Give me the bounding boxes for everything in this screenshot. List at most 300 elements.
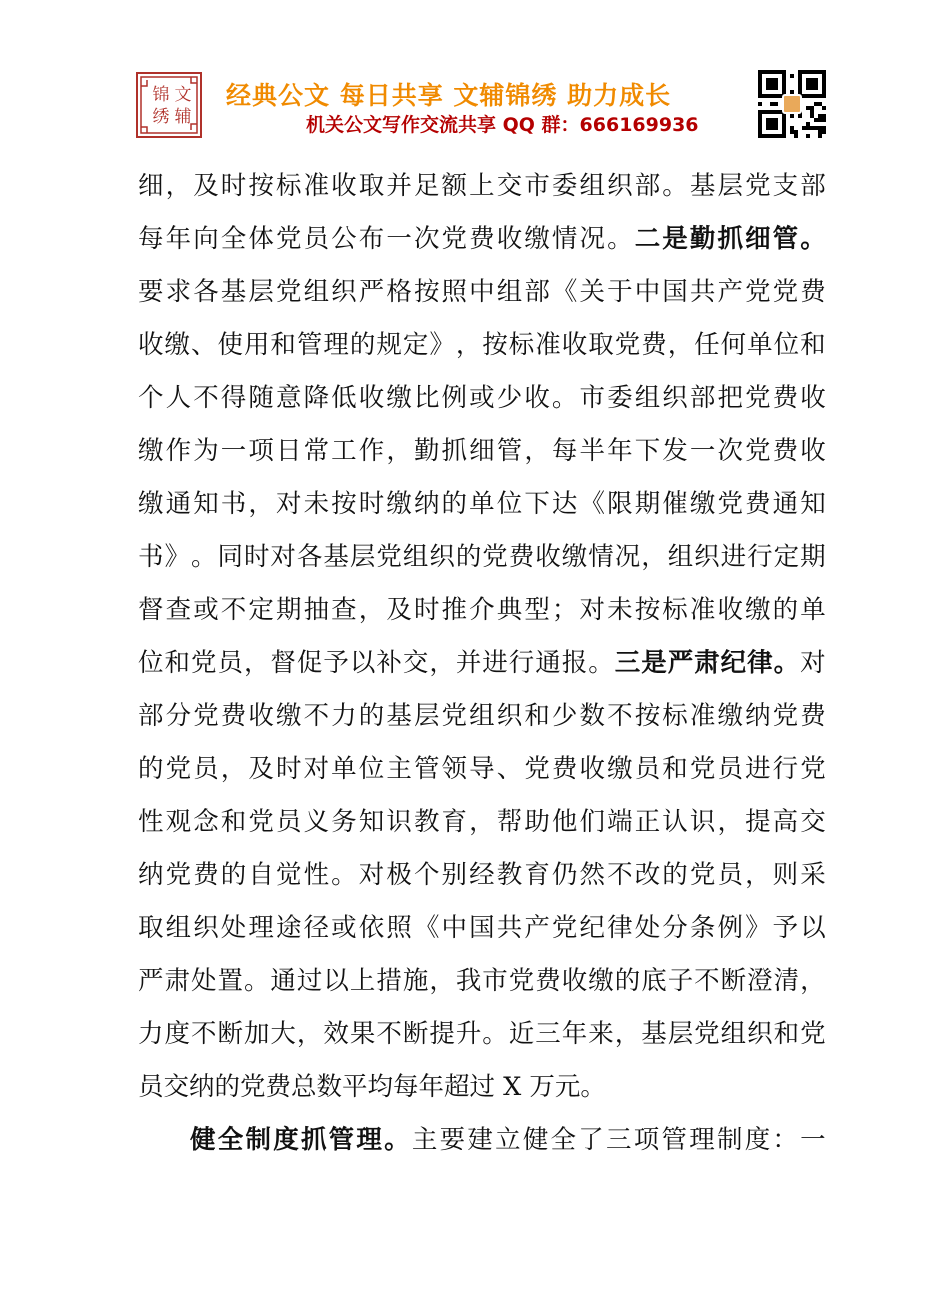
- body-text-char: 党: [800, 1019, 826, 1049]
- body-text-char: 制: [716, 1125, 743, 1155]
- body-text-char: 抽: [303, 595, 330, 625]
- body-text-char: ，: [717, 807, 743, 837]
- body-text-char: 组: [667, 542, 694, 572]
- body-text-char: ，: [455, 330, 482, 360]
- body-text-char: 何: [720, 330, 747, 360]
- body-text-char: 时: [243, 542, 270, 572]
- body-text-char: 位: [496, 489, 523, 519]
- body-text-char: 党: [165, 754, 192, 784]
- body-text-char: 员: [275, 807, 302, 837]
- body-text-char: 每: [138, 224, 164, 254]
- body-text-char: 委: [607, 383, 633, 413]
- body-text-char: 理: [248, 913, 274, 943]
- body-text-char: 端: [607, 807, 633, 837]
- body-text-char: 况: [614, 542, 641, 572]
- body-text-char: 限: [607, 489, 633, 519]
- body-text-char: 员: [217, 648, 243, 678]
- bold-heading-text: 勤: [689, 224, 716, 254]
- body-text-char: 义: [303, 807, 330, 837]
- text-line: [138, 690, 826, 743]
- body-text-char: 升: [455, 1019, 482, 1049]
- body-text-char: 不: [376, 1019, 402, 1049]
- body-text-char: 知: [800, 489, 826, 519]
- body-text-char: 党: [165, 860, 192, 890]
- bold-heading-text: 理: [356, 1125, 382, 1155]
- body-text-char: 组: [720, 1019, 747, 1049]
- body-text-char: 行: [508, 648, 535, 678]
- text-line: [138, 531, 826, 584]
- body-text-char: 对: [270, 542, 296, 572]
- body-text-char: 位: [138, 648, 164, 678]
- body-text-char: 收: [248, 701, 274, 731]
- body-text-char: 党: [275, 224, 302, 254]
- body-text-char: ，: [429, 648, 455, 678]
- qr-avatar-icon: [782, 94, 802, 114]
- body-text-char: 组: [634, 383, 661, 413]
- body-text-char: 国: [469, 913, 495, 943]
- body-text-char: 不: [607, 860, 633, 890]
- body-text-char: 把: [717, 383, 743, 413]
- body-text-char: 单: [800, 595, 826, 625]
- body-text-char: 组: [402, 542, 429, 572]
- body-text-char: 年: [165, 224, 192, 254]
- body-text-char: 和: [800, 330, 826, 360]
- body-text-char: 得: [220, 383, 247, 413]
- body-text-char: 育: [441, 807, 468, 837]
- body-text-char: ，: [220, 754, 247, 784]
- body-text-char: 措: [376, 966, 402, 996]
- body-text-char: 不: [220, 595, 247, 625]
- body-text-char: 员: [634, 754, 661, 784]
- body-text-char: ，: [745, 860, 771, 890]
- body-text-char: 纳: [138, 860, 164, 890]
- body-text-char: 费: [641, 330, 667, 360]
- body-text-char: ，: [469, 807, 495, 837]
- body-text-char: 对: [303, 754, 330, 784]
- body-text-char: 缴: [138, 489, 164, 519]
- body-text-char: 纳: [745, 701, 771, 731]
- body-text-char: 报: [561, 648, 588, 678]
- body-text-char: 产: [717, 277, 743, 307]
- qq-group-text: 机关公文写作交流共享 QQ 群：666169936: [306, 114, 699, 136]
- body-text-char: 予: [772, 913, 799, 943]
- body-text-char: 和: [164, 648, 190, 678]
- body-text-char: 们: [579, 807, 606, 837]
- body-text-char: 缴: [745, 595, 771, 625]
- page-header: [136, 70, 826, 140]
- bold-heading-text: 是: [641, 648, 667, 678]
- body-text-char: 使: [217, 330, 243, 360]
- body-text-char: 党: [524, 754, 550, 784]
- body-text-char: 缴: [689, 489, 716, 519]
- body-text-char: 要: [439, 1125, 466, 1155]
- body-text-char: 育: [524, 860, 550, 890]
- body-text-char: 费: [772, 436, 799, 466]
- body-text-char: 按: [413, 277, 440, 307]
- bold-heading-text: 纪: [720, 648, 747, 678]
- body-text-char: 党: [376, 542, 402, 572]
- body-text-char: 及: [193, 171, 219, 201]
- body-text-char: 缴: [386, 383, 412, 413]
- body-text-char: 格: [386, 277, 412, 307]
- body-text-char: 勤: [413, 436, 440, 466]
- body-text-char: 三: [535, 1019, 561, 1049]
- body-text-char: 于: [607, 277, 633, 307]
- body-text-char: 置: [217, 966, 243, 996]
- body-text-char: 年: [561, 1019, 588, 1049]
- body-text-char: 近: [508, 1019, 535, 1049]
- body-text-char: 的: [349, 330, 376, 360]
- body-text-char: 不: [193, 383, 219, 413]
- body-text-char: 理: [323, 330, 349, 360]
- bold-heading-text: 健: [190, 1125, 216, 1155]
- body-text-char: 提: [745, 807, 771, 837]
- body-text-char: 管: [661, 1125, 687, 1155]
- body-text-char: 督: [138, 595, 164, 625]
- body-text-char: 交: [800, 807, 826, 837]
- bold-heading-text: 是: [662, 224, 688, 254]
- seal-char: 辅: [174, 107, 192, 127]
- body-text-char: 费: [535, 966, 561, 996]
- body-text-char: 准: [303, 171, 330, 201]
- body-text-char: 例: [441, 383, 468, 413]
- body-text-char: 处: [190, 966, 217, 996]
- body-text-char: 党: [717, 489, 743, 519]
- body-text-char: 数: [579, 701, 606, 731]
- body-text-char: 处: [634, 913, 661, 943]
- text-line: [138, 213, 826, 266]
- body-text-char: ，: [429, 966, 455, 996]
- body-text-char: 全: [550, 1125, 577, 1155]
- body-text-char: 知: [358, 807, 385, 837]
- body-text-char: 收: [331, 171, 357, 201]
- body-text-char: 极: [386, 860, 412, 890]
- body-text-char: 按: [248, 171, 274, 201]
- body-text-char: 党: [275, 277, 302, 307]
- body-text-char: 工: [331, 436, 357, 466]
- body-text-char: 党: [745, 171, 771, 201]
- body-text-char: 识: [386, 807, 412, 837]
- body-text-char: 施: [402, 966, 429, 996]
- body-text-char: 下: [634, 436, 661, 466]
- body-text-char: 催: [662, 489, 688, 519]
- body-text-char: 基: [220, 277, 247, 307]
- body-text-char: 层: [667, 1019, 694, 1049]
- bold-heading-text: 细: [745, 224, 771, 254]
- text-line: [138, 478, 826, 531]
- body-text-char: 。: [551, 383, 578, 413]
- seal-char: 绣: [152, 107, 170, 127]
- body-text-char: 位: [358, 754, 385, 784]
- body-text-char: 则: [772, 860, 799, 890]
- seal-char: 锦: [152, 85, 170, 105]
- body-text-char: 断: [402, 1019, 429, 1049]
- body-text-char: 费: [193, 860, 219, 890]
- body-text-char: 收: [358, 383, 385, 413]
- body-text-char: 知: [193, 489, 219, 519]
- body-text-char: 抓: [441, 436, 468, 466]
- body-text-char: 项: [248, 436, 274, 466]
- body-text-char: 或: [193, 595, 219, 625]
- body-text-char: 随: [248, 383, 274, 413]
- bold-heading-text: 全: [217, 1125, 244, 1155]
- body-text-char: 准: [535, 330, 561, 360]
- body-text-char: 推: [441, 595, 468, 625]
- body-text-char: 肃: [164, 966, 190, 996]
- body-text-char: 缴: [607, 754, 633, 784]
- body-text-char: 党: [193, 701, 219, 731]
- body-text-char: 效: [323, 1019, 349, 1049]
- body-text-char: 收: [535, 542, 561, 572]
- body-text-char: 以: [800, 913, 826, 943]
- body-text-char: 年: [607, 436, 633, 466]
- body-text-char: 细: [138, 171, 164, 201]
- body-text-char: 果: [349, 1019, 376, 1049]
- body-text-char: 党: [745, 277, 771, 307]
- body-text-char: 比: [413, 383, 440, 413]
- body-text-char: 采: [800, 860, 826, 890]
- body-text-char: 依: [358, 913, 385, 943]
- body-text-char: 以: [349, 648, 376, 678]
- body-text-char: 》: [429, 330, 455, 360]
- body-text-char: 照: [386, 913, 412, 943]
- bold-heading-text: 管: [328, 1125, 355, 1155]
- body-text-char: 大: [270, 1019, 296, 1049]
- body-text-char: 部: [689, 383, 716, 413]
- body-text-char: 。: [662, 171, 688, 201]
- body-text-char: 织: [496, 701, 523, 731]
- body-text-char: 织: [429, 542, 455, 572]
- body-text-char: 健: [522, 1125, 549, 1155]
- body-text-char: 。: [482, 1019, 508, 1049]
- body-text-char: 党: [551, 913, 578, 943]
- body-text-char: 行: [747, 542, 773, 572]
- text-line: [138, 425, 826, 478]
- body-text-char: 作: [165, 436, 192, 466]
- body-text-char: 标: [662, 595, 688, 625]
- body-text-char: 用: [243, 330, 270, 360]
- body-text-char: 降: [303, 383, 330, 413]
- body-text-char: 单: [469, 489, 495, 519]
- body-text-char: 标: [662, 701, 688, 731]
- body-text-char: 任: [694, 330, 720, 360]
- body-text-char: 严: [358, 277, 385, 307]
- seal-text: [150, 84, 194, 128]
- body-text-char: 径: [303, 913, 330, 943]
- body-text-char: ，: [358, 595, 385, 625]
- body-text-char: 然: [579, 860, 606, 890]
- body-text-char: 党: [508, 966, 535, 996]
- body-text-char: 体: [248, 224, 274, 254]
- body-text-char: 个: [413, 860, 440, 890]
- body-text-char: 对: [275, 489, 302, 519]
- body-text-char: 子: [667, 966, 694, 996]
- body-text-char: 费: [469, 224, 495, 254]
- bold-heading-text: 管: [772, 224, 799, 254]
- body-text-char: 补: [376, 648, 402, 678]
- body-text-char: 费: [220, 701, 247, 731]
- body-text-char: 同: [217, 542, 243, 572]
- body-text-char: 帮: [496, 807, 523, 837]
- body-text-char: 了: [578, 1125, 604, 1155]
- body-text-char: 党: [800, 754, 826, 784]
- body-text-char: 织: [662, 383, 688, 413]
- body-text-char: 位: [773, 330, 800, 360]
- body-text-char: 取: [138, 913, 164, 943]
- text-line: [138, 849, 826, 902]
- body-text-char: 费: [551, 754, 578, 784]
- body-text-char: 按: [482, 330, 508, 360]
- text-line: [138, 372, 826, 425]
- body-text-char: ，: [800, 966, 826, 996]
- body-text-char: 型: [524, 595, 550, 625]
- body-text-char: 缴: [386, 489, 412, 519]
- body-text-char: 缴: [524, 224, 550, 254]
- body-text-char: 基: [386, 701, 412, 731]
- body-text-char: 低: [331, 383, 357, 413]
- body-text-char: 并: [386, 171, 412, 201]
- body-text-char: 党: [441, 701, 468, 731]
- seal-char: 文: [174, 85, 192, 105]
- body-text-char: 促: [296, 648, 323, 678]
- body-text-char: 共: [496, 913, 523, 943]
- body-text-char: 收: [561, 330, 588, 360]
- body-text-char: 发: [662, 436, 688, 466]
- body-text-char: 并: [455, 648, 482, 678]
- body-text-char: ，: [524, 436, 550, 466]
- bold-heading-text: 二: [634, 224, 661, 254]
- body-text-char: 高: [772, 807, 799, 837]
- bold-heading-text: 抓: [717, 224, 743, 254]
- text-line: [138, 796, 826, 849]
- body-text-char: 助: [524, 807, 550, 837]
- body-text-char: 查: [165, 595, 192, 625]
- body-text-char: 改: [634, 860, 661, 890]
- body-text-char: 导: [469, 754, 495, 784]
- body-text-char: 交: [496, 171, 523, 201]
- body-text-char: 对: [800, 648, 826, 678]
- body-text-char: 度: [164, 1019, 190, 1049]
- body-text-char: 或: [331, 913, 357, 943]
- body-text-char: 党: [190, 648, 217, 678]
- body-text-char: 、: [190, 330, 217, 360]
- body-text-char: 一: [220, 436, 247, 466]
- body-text-char: 期: [634, 489, 661, 519]
- body-text-char: 断: [720, 966, 747, 996]
- body-text-char: 下: [524, 489, 550, 519]
- body-text-char: 识: [689, 807, 716, 837]
- body-text-char: 进: [720, 542, 747, 572]
- body-text-char: 不: [694, 966, 720, 996]
- body-text-char: 基: [641, 1019, 667, 1049]
- body-text-char: 缴: [138, 436, 164, 466]
- body-text-char: 按: [634, 701, 661, 731]
- body-text-char: 员交纳的党费总数平均每年超过 X 万元。: [138, 1072, 606, 1102]
- document-body: [138, 160, 826, 1167]
- body-text-char: ，: [243, 648, 270, 678]
- body-text-char: 我: [455, 966, 482, 996]
- body-text-char: 行: [772, 754, 799, 784]
- body-text-char: 布: [358, 224, 385, 254]
- body-text-char: 层: [413, 701, 440, 731]
- body-text-char: 正: [634, 807, 661, 837]
- body-text-char: 对: [358, 860, 385, 890]
- body-text-char: 织: [747, 1019, 773, 1049]
- body-text-char: 标: [508, 330, 535, 360]
- body-text-char: 情: [588, 542, 614, 572]
- body-text-char: 主: [411, 1125, 438, 1155]
- body-text-char: 费: [800, 277, 826, 307]
- body-text-char: 取: [588, 330, 614, 360]
- body-text-char: 主: [386, 754, 412, 784]
- body-text-char: 一: [386, 224, 412, 254]
- body-text-char: 市: [524, 171, 550, 201]
- body-text-char: 纪: [579, 913, 606, 943]
- body-text-char: 加: [243, 1019, 270, 1049]
- body-text-char: 。: [588, 648, 614, 678]
- body-text-char: 律: [607, 913, 633, 943]
- body-text-char: 日: [275, 436, 302, 466]
- body-text-char: 中: [441, 913, 468, 943]
- body-text-char: 清: [773, 966, 800, 996]
- text-line: [138, 319, 826, 372]
- bold-heading-text: 抓: [300, 1125, 327, 1155]
- body-text-char: 标: [275, 171, 302, 201]
- body-text-char: 督: [270, 648, 296, 678]
- body-text-char: 按: [331, 489, 357, 519]
- body-text-char: 单: [331, 754, 357, 784]
- body-text-char: 对: [579, 595, 606, 625]
- body-text-char: 定: [402, 330, 429, 360]
- body-text-char: 期: [800, 542, 826, 572]
- seal-logo: [136, 72, 202, 138]
- body-text-char: 党: [441, 224, 468, 254]
- body-text-char: 员: [717, 754, 743, 784]
- body-text-char: 情: [551, 224, 578, 254]
- body-text-char: 组: [469, 701, 495, 731]
- body-text-char: 别: [441, 860, 468, 890]
- body-text-char: 支: [772, 171, 799, 201]
- body-text-char: 收: [800, 436, 826, 466]
- text-line: [138, 902, 826, 955]
- body-text-char: 的: [455, 542, 482, 572]
- body-text-char: 上: [469, 171, 495, 201]
- body-text-char: 员: [193, 754, 219, 784]
- body-text-char: 通: [772, 489, 799, 519]
- body-text-char: 市: [482, 966, 508, 996]
- body-text-char: 党: [772, 277, 799, 307]
- body-text-char: 额: [441, 171, 468, 201]
- body-text-char: 中: [469, 277, 495, 307]
- header-slogan: 经典公文 每日共享 文辅锦绣 助力成长: [226, 81, 672, 110]
- body-text-char: 常: [303, 436, 330, 466]
- body-text-char: 书: [220, 489, 247, 519]
- body-text-char: 提: [429, 1019, 455, 1049]
- body-text-char: 不: [607, 701, 633, 731]
- body-text-char: 。: [243, 966, 270, 996]
- body-text-char: 条: [689, 913, 716, 943]
- body-text-char: 或: [469, 383, 495, 413]
- body-text-char: 念: [193, 807, 219, 837]
- body-text-char: 未: [607, 595, 633, 625]
- body-text-char: 的: [662, 860, 688, 890]
- body-text-char: ，: [614, 1019, 641, 1049]
- body-text-char: 项: [633, 1125, 660, 1155]
- body-text-char: 力: [331, 701, 357, 731]
- body-text-char: ，: [296, 1019, 323, 1049]
- body-text-char: 不: [190, 1019, 217, 1049]
- body-text-char: 典: [496, 595, 523, 625]
